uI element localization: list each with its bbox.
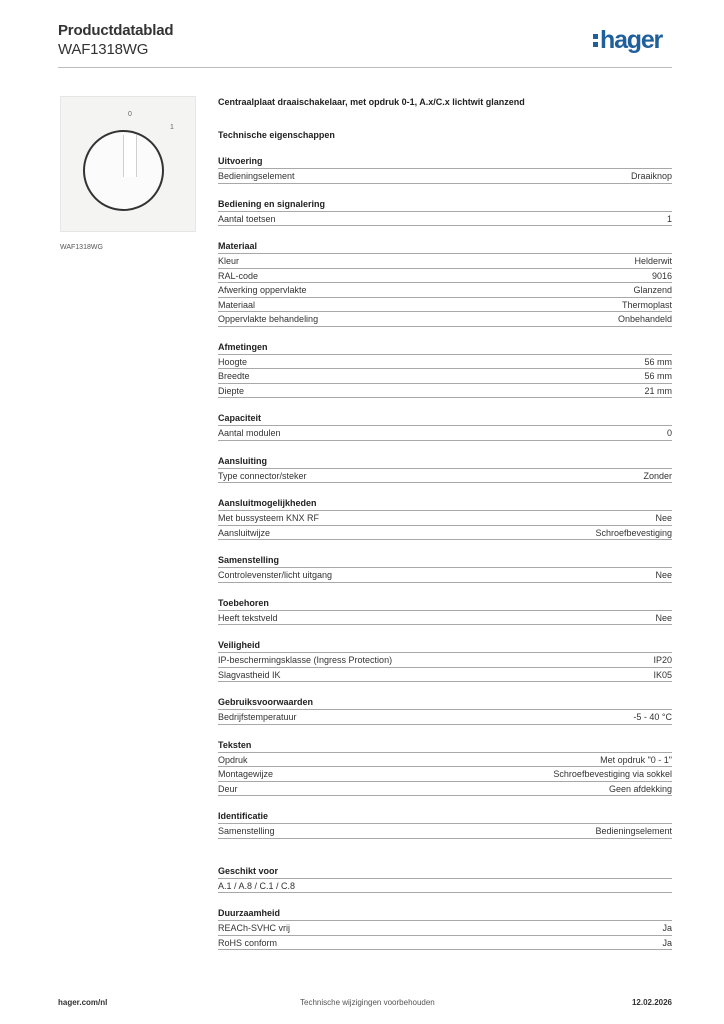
section-rows bbox=[218, 425, 672, 441]
property-row bbox=[218, 823, 672, 839]
property-value: 9016 bbox=[651, 270, 672, 281]
logo-text: hager bbox=[600, 26, 663, 54]
dial-mark-one: 1 bbox=[170, 124, 174, 131]
property-row bbox=[218, 920, 672, 935]
property-value: Geen afdekking bbox=[608, 783, 672, 794]
article-number: WAF1318WG bbox=[58, 41, 149, 58]
property-label: Controlevenster/licht uitgang bbox=[218, 570, 333, 580]
section-rows bbox=[218, 823, 672, 839]
property-row bbox=[218, 667, 672, 683]
property-section bbox=[218, 156, 672, 184]
section-title: Materiaal bbox=[218, 241, 258, 251]
property-label: RAL-code bbox=[218, 270, 259, 281]
property-label: Kleur bbox=[218, 256, 240, 266]
section-durability bbox=[218, 908, 672, 950]
property-section bbox=[218, 456, 672, 484]
section-suitable bbox=[218, 866, 672, 894]
property-value: 56 mm bbox=[644, 371, 672, 381]
property-section bbox=[218, 199, 672, 227]
product-content bbox=[218, 96, 672, 950]
document-title: Productdatablad bbox=[58, 22, 174, 39]
property-value: 56 mm bbox=[644, 356, 672, 367]
property-row bbox=[218, 510, 672, 525]
property-label: Bedieningselement bbox=[218, 171, 295, 181]
properties-title: Technische eigenschappen bbox=[218, 130, 335, 140]
logo-dots-icon bbox=[592, 32, 599, 49]
property-label: Montagewijze bbox=[218, 769, 274, 779]
property-value: 1 bbox=[666, 213, 672, 224]
property-row bbox=[218, 383, 672, 399]
property-row bbox=[218, 354, 672, 369]
section-title: Bediening en signalering bbox=[218, 198, 326, 209]
property-row bbox=[218, 652, 672, 667]
property-section bbox=[218, 555, 672, 583]
property-label: Aantal toetsen bbox=[218, 213, 276, 224]
property-label: Hoogte bbox=[218, 356, 248, 367]
property-label: Deur bbox=[218, 783, 238, 794]
property-section bbox=[218, 640, 672, 682]
property-value: Bedieningselement bbox=[595, 826, 672, 836]
section-title: Capaciteit bbox=[218, 413, 262, 423]
image-caption: WAF1318WG bbox=[60, 244, 103, 251]
property-label: Type connector/steker bbox=[218, 470, 307, 481]
property-value: Nee bbox=[655, 513, 672, 523]
property-row bbox=[218, 368, 672, 383]
property-label: Aansluitwijze bbox=[218, 527, 271, 538]
footer-notice: Technische wijzigingen voorbehouden bbox=[300, 998, 435, 1007]
footer-website: hager.com/nl bbox=[58, 998, 108, 1007]
section-title: Duurzaamheid bbox=[218, 908, 281, 918]
section-rows bbox=[218, 468, 672, 484]
property-value: -5 - 40 °C bbox=[633, 712, 672, 722]
property-section bbox=[218, 498, 672, 540]
property-value: Helderwit bbox=[634, 256, 672, 266]
knob-pointer bbox=[123, 135, 137, 177]
section-title: Uitvoering bbox=[218, 156, 263, 166]
property-value: Zonder bbox=[643, 470, 672, 481]
section-rows bbox=[218, 709, 672, 725]
property-row bbox=[218, 282, 672, 297]
property-label: Diepte bbox=[218, 385, 245, 396]
property-value: 21 mm bbox=[644, 385, 672, 396]
property-value: Glanzend bbox=[633, 285, 672, 295]
property-value: Ja bbox=[662, 937, 672, 948]
property-value: Schroefbevestiging via sokkel bbox=[553, 769, 672, 779]
header-divider bbox=[58, 67, 672, 68]
property-label: Met bussysteem KNX RF bbox=[218, 513, 320, 523]
property-row bbox=[218, 567, 672, 583]
section-title: Samenstelling bbox=[218, 555, 280, 565]
section-rows bbox=[218, 211, 672, 227]
property-label: Aantal modulen bbox=[218, 428, 281, 438]
property-value: IK05 bbox=[653, 669, 672, 680]
property-value: 0 bbox=[666, 428, 672, 438]
property-row bbox=[218, 935, 672, 951]
property-row bbox=[218, 297, 672, 312]
property-label: Breedte bbox=[218, 371, 250, 381]
property-sections bbox=[218, 156, 672, 839]
property-label: Samenstelling bbox=[218, 826, 275, 836]
property-row bbox=[218, 525, 672, 541]
property-row bbox=[218, 268, 672, 283]
property-label: REACh-SVHC vrij bbox=[218, 923, 291, 933]
property-row bbox=[218, 781, 672, 797]
property-section bbox=[218, 697, 672, 725]
property-label: Oppervlakte behandeling bbox=[218, 314, 319, 324]
property-section bbox=[218, 811, 672, 839]
page-header bbox=[58, 22, 173, 59]
hager-logo bbox=[592, 26, 662, 54]
property-section bbox=[218, 342, 672, 399]
property-value: Schroefbevestiging bbox=[595, 527, 672, 538]
property-row bbox=[218, 468, 672, 484]
property-row bbox=[218, 168, 672, 184]
section-rows bbox=[218, 354, 672, 399]
property-section bbox=[218, 413, 672, 441]
section-rows bbox=[218, 168, 672, 184]
section-title: Afmetingen bbox=[218, 341, 268, 352]
suitable-text: A.1 / A.8 / C.1 / C.8 bbox=[218, 878, 672, 894]
property-label: Bedrijfstemperatuur bbox=[218, 712, 297, 722]
property-row bbox=[218, 610, 672, 626]
property-section bbox=[218, 740, 672, 797]
dial-mark-zero: 0 bbox=[128, 111, 132, 118]
product-image bbox=[60, 96, 196, 232]
property-row bbox=[218, 425, 672, 441]
property-value: Draaiknop bbox=[630, 171, 672, 181]
section-title: Gebruiksvoorwaarden bbox=[218, 697, 314, 707]
property-value: Met opdruk "0 - 1" bbox=[600, 754, 672, 765]
property-row bbox=[218, 253, 672, 268]
property-section bbox=[218, 598, 672, 626]
footer-date: 12.02.2026 bbox=[631, 998, 672, 1007]
product-description: Centraalplaat draaischakelaar, met opdruk 0-1, A.x/C.x lichtwit glanzend bbox=[218, 97, 525, 107]
property-value: Thermoplast bbox=[621, 299, 672, 310]
property-row bbox=[218, 766, 672, 781]
section-rows bbox=[218, 253, 672, 327]
section-rows bbox=[218, 652, 672, 682]
property-value: Nee bbox=[655, 570, 672, 580]
property-value: Ja bbox=[662, 923, 672, 933]
section-title: Veiligheid bbox=[218, 640, 261, 650]
durability-rows bbox=[218, 920, 672, 950]
section-title: Aansluitmogelijkheden bbox=[218, 498, 317, 508]
section-rows bbox=[218, 510, 672, 540]
property-value: Onbehandeld bbox=[617, 314, 672, 324]
property-label: Materiaal bbox=[218, 299, 256, 310]
section-title: Identificatie bbox=[218, 811, 269, 821]
property-label: Heeft tekstveld bbox=[218, 612, 278, 623]
property-label: Opdruk bbox=[218, 754, 248, 765]
property-row bbox=[218, 709, 672, 725]
property-value: Nee bbox=[655, 612, 672, 623]
section-rows bbox=[218, 567, 672, 583]
section-title: Toebehoren bbox=[218, 597, 269, 608]
property-row bbox=[218, 752, 672, 767]
section-title: Geschikt voor bbox=[218, 865, 279, 876]
property-label: IP-beschermingsklasse (Ingress Protection) bbox=[218, 655, 393, 665]
property-row bbox=[218, 211, 672, 227]
property-row bbox=[218, 311, 672, 327]
property-label: RoHS conform bbox=[218, 937, 278, 948]
property-label: Slagvastheid IK bbox=[218, 669, 281, 680]
property-value: IP20 bbox=[653, 655, 672, 665]
property-section bbox=[218, 241, 672, 327]
section-rows bbox=[218, 610, 672, 626]
section-title: Teksten bbox=[218, 739, 252, 750]
section-rows bbox=[218, 752, 672, 797]
section-title: Aansluiting bbox=[218, 455, 267, 466]
property-label: Afwerking oppervlakte bbox=[218, 285, 307, 295]
